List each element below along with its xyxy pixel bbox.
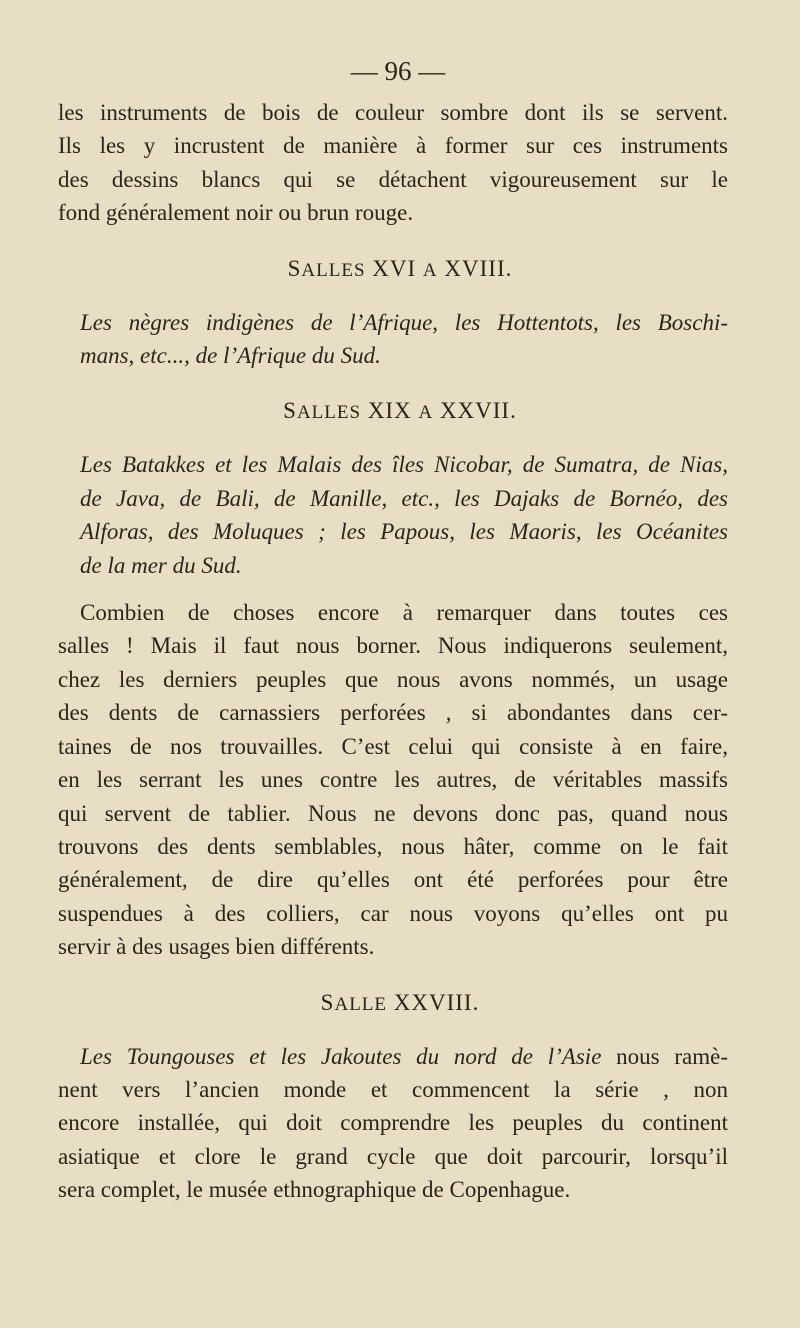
text-line: généralement, de dire qu’elles ont été perforées pour être bbox=[58, 867, 728, 893]
section-heading-salle-xxviii: SALLE XXVIII. bbox=[320, 989, 480, 1015]
paragraph-instruments bbox=[58, 96, 728, 230]
spacer bbox=[58, 582, 728, 596]
text-line: nent vers l’ancien monde et commencent la série , non bbox=[58, 1076, 728, 1102]
text-line: des dessins blancs qui se détachent vigoureusement sur le bbox=[58, 166, 728, 192]
text-line: fond généralement noir ou brun rouge. bbox=[58, 200, 414, 226]
text-line: de Java, de Bali, de Manille, etc., les Dajaks de Bornéo, des bbox=[80, 485, 728, 511]
text-line: Les nègres indigènes de l’Afrique, les Hottentots, les Boschi- bbox=[80, 309, 728, 335]
text-fragment: nous ramè- bbox=[601, 1043, 729, 1069]
text-line: chez les derniers peuples que nous avons nommés, un usage bbox=[58, 666, 728, 692]
text-line: mans, etc..., de l’Afrique du Sud. bbox=[80, 343, 381, 369]
paragraph-asie bbox=[58, 1040, 728, 1207]
text-line: Combien de choses encore à remarquer dans toutes ces bbox=[80, 600, 728, 626]
text-line: taines de nos trouvailles. C’est celui qui consiste à en faire, bbox=[58, 733, 728, 759]
text-line: asiatique et clore le grand cycle que doit parcourir, lorsqu’il bbox=[58, 1143, 728, 1169]
text-line: trouvons des dents semblables, nous hâter, comme on le fait bbox=[58, 833, 728, 859]
section-heading-salles-xix-xxvii: SALLES XIX A XXVII. bbox=[283, 398, 517, 424]
paragraph-oceanie bbox=[58, 448, 728, 582]
paragraph-dents bbox=[58, 596, 728, 963]
text-line: Ils les y incrustent de manière à former sur ces instruments bbox=[58, 133, 728, 159]
text-line: sera complet, le musée ethnographique de Copenhague. bbox=[58, 1177, 571, 1203]
text-line: en les serrant les unes contre les autres, de véritables massifs bbox=[58, 767, 728, 793]
text-line: les instruments de bois de couleur sombre dont ils se servent. bbox=[58, 100, 728, 125]
text-line bbox=[58, 1040, 728, 1073]
text-line: des dents de carnassiers perforées , si abondantes dans cer- bbox=[58, 700, 728, 726]
paragraph-afrique bbox=[58, 306, 728, 373]
text-line: de la mer du Sud. bbox=[80, 552, 242, 578]
italic-phrase: Les Toungouses et les Jakoutes du nord de l’Asie bbox=[80, 1043, 602, 1069]
text-line: servir à des usages bien différents. bbox=[58, 934, 375, 960]
text-line: encore installée, qui doit comprendre les peuples du continent bbox=[58, 1110, 728, 1136]
text-line: qui servent de tablier. Nous ne devons donc pas, quand nous bbox=[58, 800, 728, 826]
page-number: — 96 — bbox=[350, 56, 446, 86]
section-heading-salles-xvi-xviii: SALLES XVI A XVIII. bbox=[287, 255, 513, 281]
text-line: suspendues à des colliers, car nous voyons qu’elles ont pu bbox=[58, 900, 728, 926]
text-line: salles ! Mais il faut nous borner. Nous indiquerons seulement, bbox=[58, 633, 728, 659]
text-line: Alforas, des Moluques ; les Papous, les Maoris, les Océanites bbox=[80, 519, 728, 545]
text-line: Les Batakkes et les Malais des îles Nicobar, de Sumatra, de Nias, bbox=[80, 452, 728, 478]
